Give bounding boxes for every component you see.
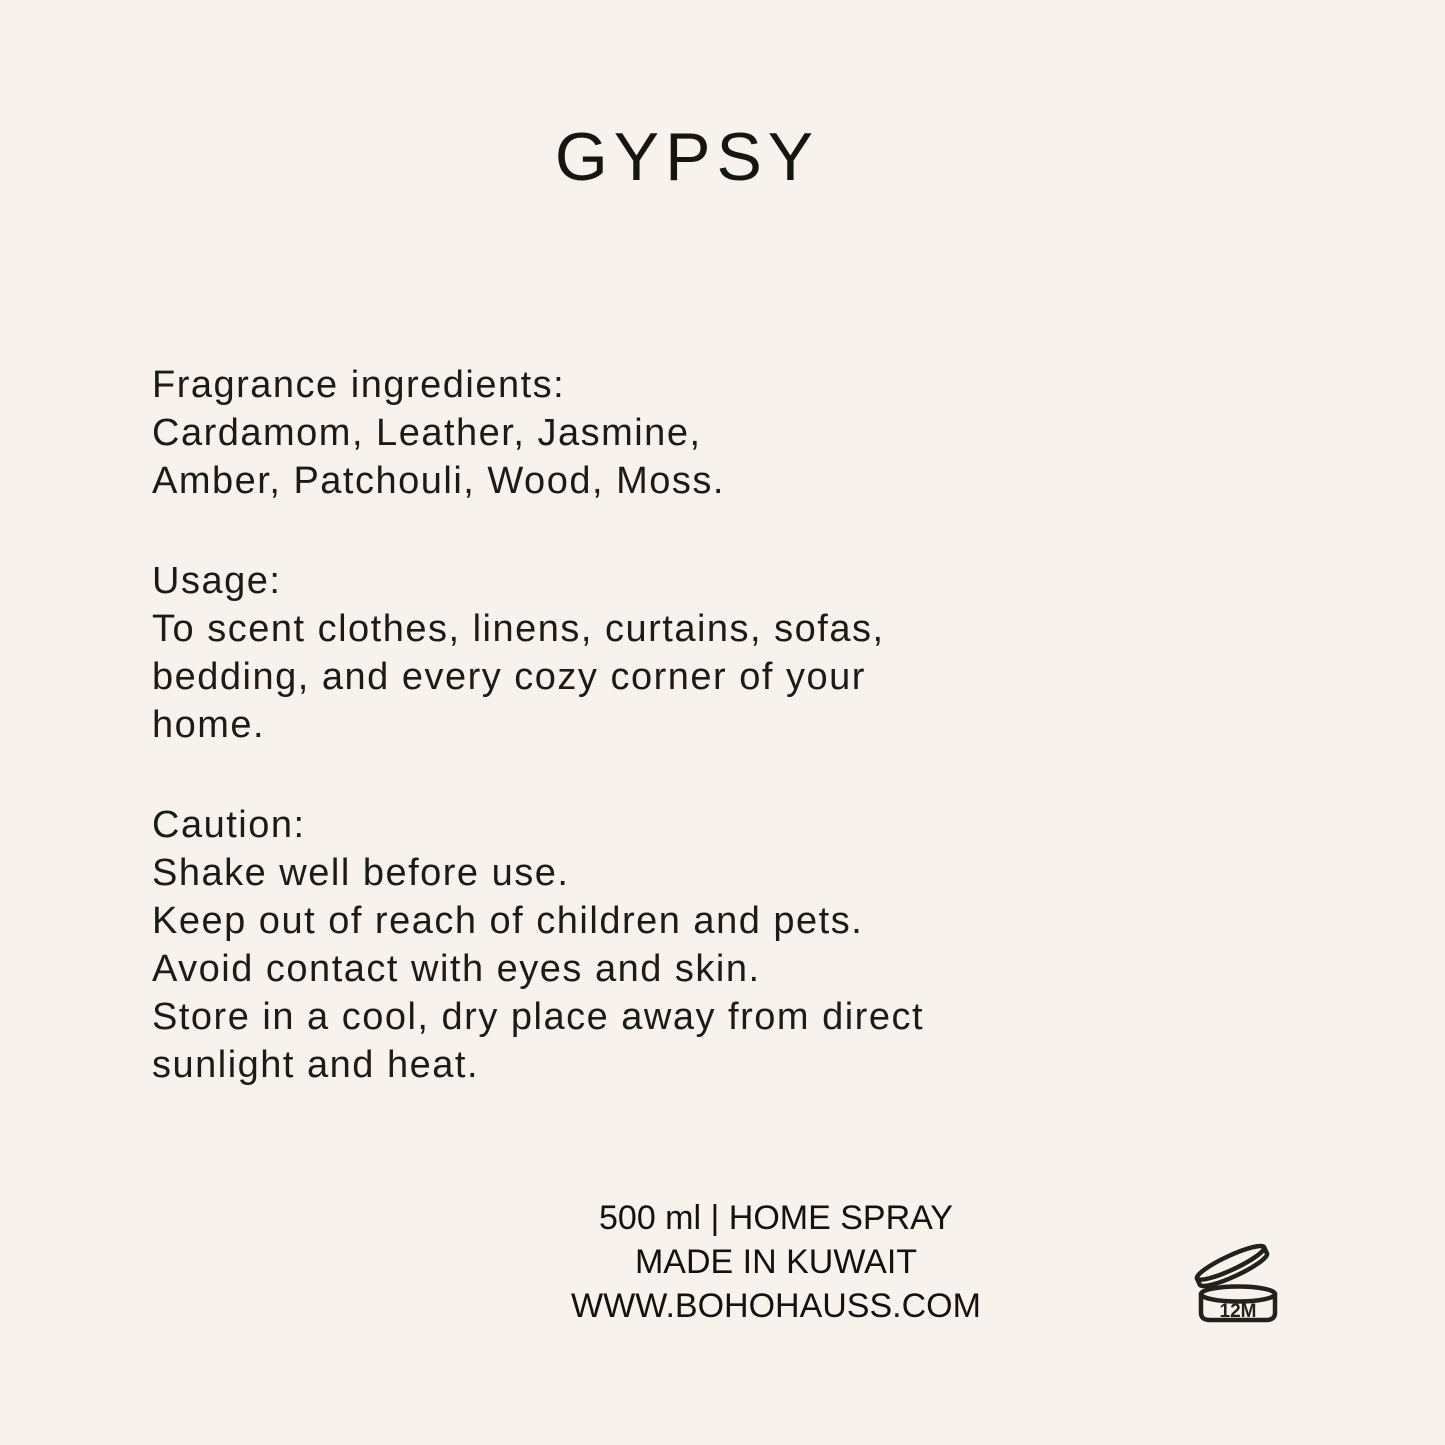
caution-section-heading: Caution: [152, 804, 306, 846]
usage-section [152, 557, 924, 749]
product-name-title: GYPSY [554, 119, 820, 195]
caution-line: Store in a cool, dry place away from direct [152, 996, 925, 1038]
website-line: WWW.BOHOHAUSS.COM [571, 1287, 981, 1325]
fragrance-ingredients-section [152, 361, 924, 505]
caution-line: Avoid contact with eyes and skin. [152, 948, 761, 990]
open-jar-icon [1192, 1242, 1282, 1327]
caution-section [152, 801, 924, 1089]
ingredients-line: Amber, Patchouli, Wood, Moss. [152, 460, 725, 502]
caution-line: Shake well before use. [152, 852, 570, 894]
label-body [152, 361, 924, 1089]
fragrance-section-heading: Fragrance ingredients: [152, 364, 566, 406]
origin-line: MADE IN KUWAIT [634, 1243, 918, 1281]
ingredients-line: Cardamom, Leather, Jasmine, [152, 412, 702, 454]
usage-line: home. [152, 704, 266, 746]
jar-lid-shape [1194, 1242, 1270, 1291]
footer-info [571, 1196, 981, 1328]
period-after-opening-12m-icon [1192, 1242, 1282, 1327]
caution-line: Keep out of reach of children and pets. [152, 900, 864, 942]
usage-line: bedding, and every cozy corner of your [152, 656, 866, 698]
pao-months-label: 12M [1219, 1301, 1257, 1322]
usage-section-heading: Usage: [152, 560, 282, 602]
usage-line: To scent clothes, linens, curtains, sofas, [152, 608, 885, 650]
volume-format-line: 500 ml | HOME SPRAY [599, 1199, 953, 1237]
caution-line: sunlight and heat. [152, 1044, 480, 1086]
